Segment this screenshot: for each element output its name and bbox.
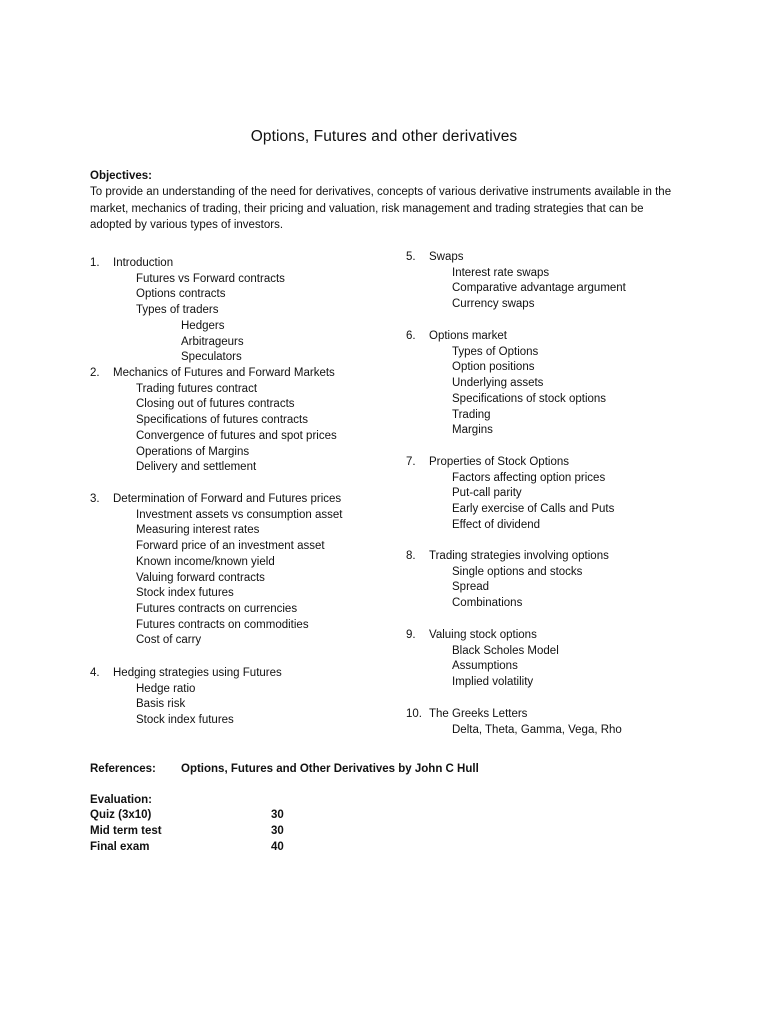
- section-item: Closing out of futures contracts: [136, 398, 295, 411]
- section-number: 1.: [90, 257, 100, 269]
- section-item: Implied volatility: [452, 676, 534, 689]
- section-item: Types of Options: [452, 345, 539, 358]
- section-item: Stock index futures: [136, 587, 234, 600]
- evaluation-heading: Evaluation:: [90, 794, 152, 806]
- section-item: Investment assets vs consumption asset: [136, 508, 343, 521]
- section-title: Hedging strategies using Futures: [113, 667, 282, 679]
- section-number: 8.: [406, 550, 416, 562]
- section-title: Properties of Stock Options: [429, 456, 569, 468]
- section-item: Assumptions: [452, 660, 518, 673]
- section-number: 3.: [90, 493, 100, 505]
- section-number: 6.: [406, 330, 416, 342]
- references-text: Options, Futures and Other Derivatives by John C Hull: [181, 763, 479, 775]
- section-item: Types of traders: [136, 304, 219, 317]
- objectives-text: To provide an understanding of the need for derivatives, concepts of various derivative instruments available in the market, mechanics of trading, their pricing and valuation, risk management and trading strategies that can be adopted by various types of investors.: [90, 186, 672, 231]
- section-item: Comparative advantage argument: [452, 282, 626, 295]
- section-item: Options contracts: [136, 288, 226, 301]
- page-title: Options, Futures and other derivatives: [250, 128, 518, 145]
- section-item: Trading: [452, 408, 491, 421]
- section-item: Known income/known yield: [136, 555, 275, 568]
- section-title: Introduction: [113, 257, 174, 269]
- section-number: 2.: [90, 367, 100, 379]
- section-title: Trading strategies involving options: [429, 550, 609, 562]
- section-item: Combinations: [452, 597, 523, 610]
- section-item: Interest rate swaps: [452, 266, 550, 279]
- section-item: Delivery and settlement: [136, 461, 257, 474]
- section-item: Futures contracts on commodities: [136, 618, 309, 631]
- section-item: Convergence of futures and spot prices: [136, 429, 337, 442]
- section-item: Early exercise of Calls and Puts: [452, 503, 615, 516]
- section-item: Forward price of an investment asset: [136, 540, 325, 553]
- section-item: Underlying assets: [452, 377, 544, 390]
- section-item: Futures vs Forward contracts: [136, 272, 285, 285]
- section-title: Options market: [429, 330, 507, 342]
- evaluation-row-value: 40: [271, 841, 284, 853]
- evaluation-row-label: Mid term test: [90, 825, 162, 837]
- section-item: Cost of carry: [136, 634, 202, 647]
- section-item: Currency swaps: [452, 298, 535, 311]
- section-item: Trading futures contract: [136, 382, 258, 395]
- section-item: Margins: [452, 424, 493, 437]
- evaluation-row-value: 30: [271, 809, 284, 821]
- section-item: Operations of Margins: [136, 445, 250, 458]
- section-item: Factors affecting option prices: [452, 471, 606, 484]
- section-item: Spread: [452, 581, 490, 594]
- section-subitem: Hedgers: [181, 319, 225, 332]
- section-item: Valuing forward contracts: [136, 571, 265, 584]
- section-title: The Greeks Letters: [429, 708, 528, 720]
- section-item: Option positions: [452, 361, 535, 374]
- section-title: Determination of Forward and Futures prices: [113, 493, 342, 505]
- section-item: Black Scholes Model: [452, 644, 559, 657]
- section-item: Hedge ratio: [136, 682, 196, 695]
- section-subitem: Speculators: [181, 351, 242, 364]
- section-item: Single options and stocks: [452, 565, 583, 578]
- section-item: Basis risk: [136, 698, 186, 711]
- section-item: Measuring interest rates: [136, 524, 260, 537]
- section-title: Valuing stock options: [429, 629, 537, 641]
- section-item: Effect of dividend: [452, 518, 541, 531]
- section-title: Mechanics of Futures and Forward Markets: [113, 367, 335, 379]
- evaluation-row-label: Quiz (3x10): [90, 809, 152, 821]
- section-item: Specifications of stock options: [452, 392, 607, 405]
- objectives-heading: Objectives:: [90, 170, 152, 182]
- section-item: Delta, Theta, Gamma, Vega, Rho: [452, 723, 622, 736]
- section-number: 7.: [406, 456, 416, 468]
- evaluation-row-value: 30: [271, 825, 284, 837]
- section-number: 4.: [90, 667, 100, 679]
- references-label: References:: [90, 763, 156, 775]
- section-title: Swaps: [429, 251, 464, 263]
- section-item: Futures contracts on currencies: [136, 602, 298, 615]
- section-item: Specifications of futures contracts: [136, 414, 308, 427]
- evaluation-row-label: Final exam: [90, 841, 150, 853]
- section-item: Stock index futures: [136, 714, 234, 727]
- section-number: 9.: [406, 629, 416, 641]
- section-item: Put-call parity: [452, 487, 522, 500]
- section-number: 5.: [406, 251, 416, 263]
- section-subitem: Arbitrageurs: [181, 335, 244, 348]
- section-number: 10.: [406, 708, 422, 720]
